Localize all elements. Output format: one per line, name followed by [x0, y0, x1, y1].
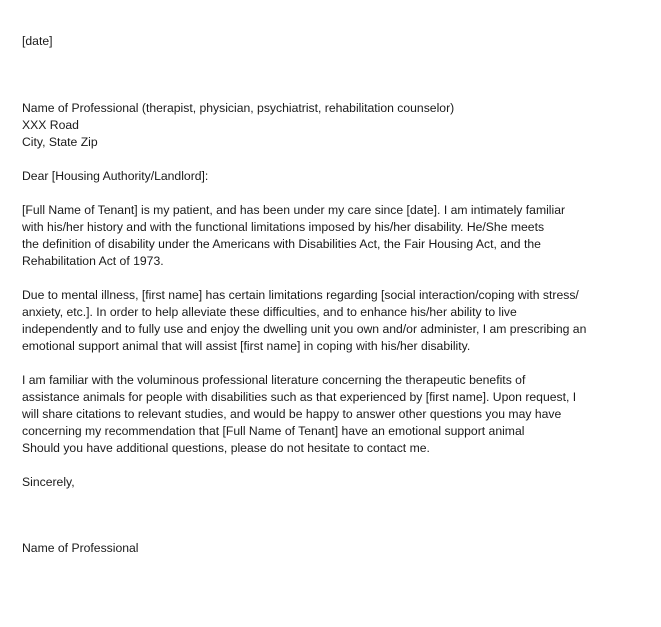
paragraph-line: will share citations to relevant studies, and would be happy to answer other questions you may have	[22, 407, 562, 421]
paragraph-line: the definition of disability under the Americans with Disabilities Act, the Fair Housing Act, and the	[22, 237, 541, 251]
paragraph-line: concerning my recommendation that [Full Name of Tenant] have an emotional support animal	[22, 424, 525, 438]
address-line: City, State Zip	[22, 135, 98, 149]
paragraph-line: Should you have additional questions, please do not hesitate to contact me.	[22, 441, 430, 455]
salutation: Dear [Housing Authority/Landlord]:	[22, 169, 209, 183]
paragraph-line: independently and to fully use and enjoy the dwelling unit you own and/or administer, I am prescribing an	[22, 322, 587, 336]
letter-date: [date]	[22, 34, 53, 48]
closing: Sincerely,	[22, 475, 75, 489]
paragraph-line: I am familiar with the voluminous professional literature concerning the therapeutic benefits of	[22, 373, 526, 387]
paragraph-limitations	[22, 287, 652, 355]
recipient-address-block	[22, 100, 652, 151]
letter-body	[22, 33, 652, 557]
paragraph-literature	[22, 372, 652, 457]
paragraph-line: emotional support animal that will assist [first name] in coping with his/her disability.	[22, 339, 471, 353]
paragraph-line: assistance animals for people with disabilities such as that experienced by [first name]. Upon request, I	[22, 390, 577, 404]
paragraph-line: with his/her history and with the functional limitations imposed by his/her disability. He/She meets	[22, 220, 545, 234]
paragraph-line: [Full Name of Tenant] is my patient, and has been under my care since [date]. I am intimately familiar	[22, 203, 566, 217]
paragraph-line: anxiety, etc.]. In order to help alleviate these difficulties, and to enhance his/her ability to live	[22, 305, 517, 319]
paragraph-line: Due to mental illness, [first name] has certain limitations regarding [social interaction/coping with stress/	[22, 288, 579, 302]
paragraph-line: Rehabilitation Act of 1973.	[22, 254, 164, 268]
signature-name: Name of Professional	[22, 541, 139, 555]
address-line: Name of Professional (therapist, physician, psychiatrist, rehabilitation counselor)	[22, 101, 455, 115]
paragraph-patient-history	[22, 202, 652, 270]
address-line: XXX Road	[22, 118, 79, 132]
